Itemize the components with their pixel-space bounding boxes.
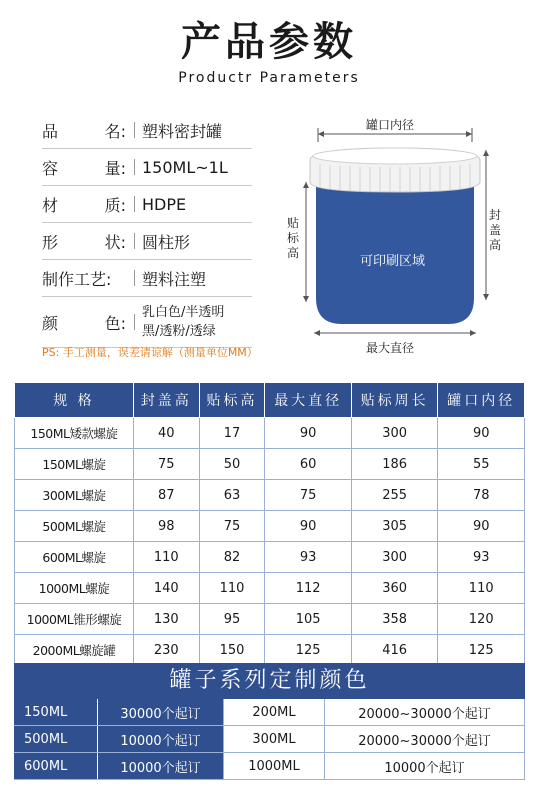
table-row — [15, 449, 525, 480]
diagram-label-mouth-diameter: 罐口内径 — [366, 118, 415, 132]
spec-list — [42, 112, 252, 348]
spec-separator — [134, 314, 135, 330]
column-header: 罐口内径 — [438, 383, 525, 418]
table-cell: 300 — [351, 418, 438, 449]
table-cell: 110 — [199, 573, 265, 604]
table-row — [15, 542, 525, 573]
table-cell: 17 — [199, 418, 265, 449]
table-cell: 90 — [265, 511, 352, 542]
table-row — [15, 573, 525, 604]
table-cell: 55 — [438, 449, 525, 480]
table-cell: 130 — [133, 604, 199, 635]
table-cell: 60 — [265, 449, 352, 480]
spec-separator — [134, 159, 135, 175]
table-row — [15, 511, 525, 542]
table-row — [15, 418, 525, 449]
table-row — [14, 726, 525, 753]
table-cell: 600ML螺旋 — [15, 542, 134, 573]
table-cell: 300 — [351, 542, 438, 573]
table-cell: 150ML矮款螺旋 — [15, 418, 134, 449]
table-cell: 416 — [351, 635, 438, 666]
table-row — [14, 753, 525, 780]
table-cell: 93 — [438, 542, 525, 573]
measurement-note: PS: 手工测量，误差请谅解（测量单位MM） — [42, 346, 258, 359]
spec-row-color — [42, 297, 252, 348]
spec-separator — [134, 122, 135, 138]
table-cell: 105 — [265, 604, 352, 635]
table-cell: 78 — [438, 480, 525, 511]
column-header: 封盖高 — [133, 383, 199, 418]
spec-row-name — [42, 112, 252, 149]
table-row — [15, 635, 525, 666]
table-cell: 1000ML锥形螺旋 — [15, 604, 134, 635]
table-cell: 500ML螺旋 — [15, 511, 134, 542]
spec-value: 塑料注塑 — [142, 269, 207, 289]
spec-row-material — [42, 186, 252, 223]
table-cell: 110 — [438, 573, 525, 604]
table-row — [14, 699, 525, 726]
table-cell: 90 — [438, 418, 525, 449]
table-cell: 40 — [133, 418, 199, 449]
spec-row-capacity — [42, 149, 252, 186]
table-cell: 110 — [133, 542, 199, 573]
spec-label: 材 质: — [42, 195, 126, 215]
table-cell: 20000~30000个起订 — [325, 699, 525, 725]
table-cell: 358 — [351, 604, 438, 635]
table-cell: 10000个起订 — [98, 753, 223, 779]
spec-label: 容 量: — [42, 158, 126, 178]
table-cell: 300ML — [223, 726, 325, 752]
table-cell: 30000个起订 — [98, 699, 223, 725]
table-cell: 10000个起订 — [98, 726, 223, 752]
table-cell: 95 — [199, 604, 265, 635]
table-cell: 500ML — [14, 726, 98, 752]
table-cell: 50 — [199, 449, 265, 480]
table-cell: 2000ML螺旋罐 — [15, 635, 134, 666]
spec-value: 圆柱形 — [142, 232, 191, 252]
spec-value: 150ML~1L — [142, 157, 228, 177]
spec-label: 形 状: — [42, 232, 126, 252]
column-header: 贴标高 — [199, 383, 265, 418]
spec-row-process — [42, 260, 252, 297]
jar-diagram — [280, 112, 520, 362]
table-cell: 200ML — [223, 699, 325, 725]
table-cell: 1000ML — [223, 753, 325, 779]
table-cell: 186 — [351, 449, 438, 480]
spec-value: 乳白色/半透明 黑/透粉/透绿 — [142, 305, 225, 339]
spec-label: 颜 色: — [42, 313, 126, 333]
table-row — [15, 604, 525, 635]
table-cell: 230 — [133, 635, 199, 666]
table-header-row — [15, 383, 525, 418]
table-cell: 90 — [265, 418, 352, 449]
diagram-label-label-height: 贴标高 — [286, 216, 299, 260]
diagram-label-max-diameter: 最大直径 — [366, 341, 415, 355]
page-title: 产品参数 — [181, 19, 357, 65]
table-cell: 600ML — [14, 753, 98, 779]
column-header: 最大直径 — [265, 383, 352, 418]
table-cell: 255 — [351, 480, 438, 511]
table-cell: 75 — [133, 449, 199, 480]
spec-row-shape — [42, 223, 252, 260]
column-header: 贴标周长 — [351, 383, 438, 418]
table-cell: 300ML螺旋 — [15, 480, 134, 511]
custom-color-title: 罐子系列定制颜色 — [14, 663, 525, 699]
spec-label: 制作工艺: — [42, 269, 112, 289]
diagram-label-print-area: 可印刷区域 — [360, 254, 426, 269]
spec-value: 塑料密封罐 — [142, 121, 223, 141]
table-cell: 1000ML螺旋 — [15, 573, 134, 604]
diagram-label-lid-height: 封盖高 — [488, 208, 501, 252]
table-cell: 305 — [351, 511, 438, 542]
table-cell: 140 — [133, 573, 199, 604]
table-cell: 125 — [265, 635, 352, 666]
table-cell: 120 — [438, 604, 525, 635]
spec-separator — [134, 233, 135, 249]
table-cell: 150 — [199, 635, 265, 666]
table-cell: 98 — [133, 511, 199, 542]
spec-label: 品 名: — [42, 121, 126, 141]
table-cell: 20000~30000个起订 — [325, 726, 525, 752]
table-cell: 90 — [438, 511, 525, 542]
table-cell: 93 — [265, 542, 352, 573]
spec-value: HDPE — [142, 194, 187, 214]
dimensions-table — [14, 382, 525, 666]
table-cell: 125 — [438, 635, 525, 666]
table-cell: 82 — [199, 542, 265, 573]
spec-separator — [134, 196, 135, 212]
table-cell: 150ML — [14, 699, 98, 725]
table-cell: 87 — [133, 480, 199, 511]
table-cell: 10000个起订 — [325, 753, 525, 779]
custom-color-table — [14, 663, 525, 780]
table-row — [15, 480, 525, 511]
table-cell: 360 — [351, 573, 438, 604]
table-cell: 63 — [199, 480, 265, 511]
table-cell: 150ML螺旋 — [15, 449, 134, 480]
column-header: 规 格 — [15, 383, 134, 418]
jar-illustration — [280, 112, 520, 362]
table-cell: 75 — [199, 511, 265, 542]
page-subtitle: Productr Parameters — [178, 70, 360, 86]
table-cell: 75 — [265, 480, 352, 511]
spec-separator — [134, 270, 135, 286]
table-cell: 112 — [265, 573, 352, 604]
